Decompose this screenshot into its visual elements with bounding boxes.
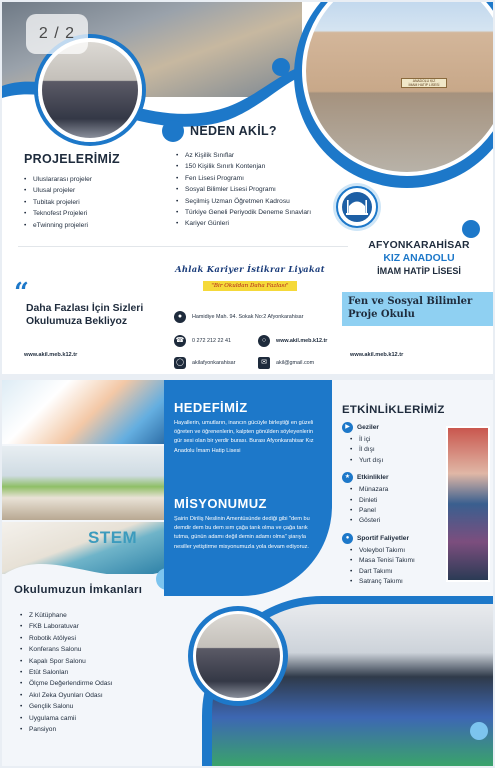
mosque-emblem-icon [338,188,376,226]
why-section [162,120,326,230]
bus-icon: ▶ [342,422,353,433]
program-text: Fen ve Sosyal Bilimler Proje Okulu [348,296,473,320]
contact-instagram[interactable]: akilafyonkarahisar [192,360,236,366]
list-item: • Uygulama camii [20,713,164,724]
list-item: • eTwinning projeleri [24,220,174,231]
list-item: • Fen Lisesi Programı [176,173,326,184]
activity-group [342,533,446,588]
phone-icon: ☎ [174,335,186,347]
slogan-subtitle: "Bir Okuldan Daha Fazlası" [203,281,296,291]
ball-icon: ● [342,533,353,544]
list-item: • FKB Laboratuvar [20,621,164,632]
list-item: • Masa Tenisi Takımı [350,556,446,566]
projects-list [24,174,174,231]
activity-group [342,472,446,527]
projects-section [24,152,174,231]
goal-section [174,400,320,456]
sign-line1: ANADOLU KIZ [412,79,436,83]
laboratory-photo [2,380,164,444]
why-title: NEDEN AKİL? [190,124,277,138]
list-item: • Tubitak projeleri [24,197,174,208]
activity-group-title: Etkinlikler [357,474,389,482]
quote-icon: “ [14,278,29,308]
list-item: • Kapalı Spor Salonu [20,656,164,667]
list-item: • Z Kütüphane [20,610,164,621]
library-photo [2,446,164,520]
list-item: • İl içi [350,435,446,445]
mission-section [174,496,320,552]
list-item: • Akıl Zeka Oyunları Odası [20,690,164,701]
list-item: • Kariyer Günleri [176,218,326,229]
contact-block [174,310,344,370]
web-icon: ○ [258,335,270,347]
goal-text: Hayallerin, umutların, inancın gücüyle birleştiği en güzeli öğreten ve öğrenenlerin, kalpten gönülden söyleyenlerin gür sesi olan bir yerdir burası. Burası Afyonkarahisar Kız Anadolu İmam Hatip Lisesi [174,420,314,454]
list-item: • Dinleti [350,496,446,506]
list-item: • Uluslararası projeler [24,174,174,185]
page-counter[interactable]: 2 / 2 [26,14,88,54]
contact-address: Hamidiye Mah. 94. Sokak No:2 Afyonkarahisar [192,314,304,320]
why-dot [162,120,184,142]
mission-text: Şairin Diriliş Neslinin Amentüsünde dediği gibi "dem bu demdir dem bu dem sım çağa tarık olma ve çağa tarık tutma, günün adamı değil demin adamı olma" şiarıyla nesiller yetiştirme misyonumuzla yola devam ediyoruz. [174,516,310,550]
website-left[interactable]: www.akil.meb.k12.tr [24,352,78,358]
accent-dot-top [272,58,290,76]
list-item: • Dart Takımı [350,567,446,577]
list-item: • Satranç Takımı [350,577,446,587]
facilities-list [14,610,164,735]
activities-title: ETKİNLİKLERİMİZ [342,404,445,416]
list-item: • Ulusal projeler [24,185,174,196]
list-item: • Az Kişilik Sınıflar [176,150,326,161]
email-icon: ✉ [258,357,270,369]
goal-title: HEDEFİMİZ [174,400,248,415]
list-item: • Panel [350,506,446,516]
list-item: • Ölçme Değerlendirme Odası [20,678,164,689]
slogan-block [168,264,332,292]
list-item: • İl dışı [350,445,446,455]
location-icon: ● [174,311,186,323]
list-item: • Yurt dışı [350,456,446,466]
invite-text: Daha Fazlası İçin Sizleri Okulumuza Bekliyoz [26,303,144,327]
program-banner [342,292,493,326]
stem-label: STEM [88,528,138,547]
list-item: • Voleybol Takımı [350,546,446,556]
list-item: • Etüt Salonları [20,667,164,678]
mosque-group-photo [193,611,283,701]
list-item: • Pansiyon [20,724,164,735]
brochure-outer-page [2,2,493,374]
activity-group-title: Geziler [357,424,379,431]
activity-group-title: Sportif Faliyetler [357,534,410,542]
school-emblem [336,186,378,228]
website-right[interactable]: www.akil.meb.k12.tr [350,352,404,358]
mission-title: MİSYONUMUZ [174,496,267,511]
list-item: • Seçilmiş Uzman Öğretmen Kadrosu [176,196,326,207]
list-item: • Sosyal Bilimler Lisesi Programı [176,184,326,195]
activity-group [342,422,446,466]
activities-photo-strip [446,426,490,582]
list-item: • Teknofest Projeleri [24,208,174,219]
list-item: • Gösteri [350,516,446,526]
star-icon: ★ [342,472,353,483]
list-item: • 150 Kişilik Sınırlı Kontenjan [176,161,326,172]
divider [18,246,348,247]
list-item: • Konferans Salonu [20,644,164,655]
school-sign [401,78,447,88]
school-name-line3: İMAM HATİP LİSESİ [377,266,461,276]
list-item: • Robotik Atölyesi [20,633,164,644]
activity-groups [342,422,446,587]
school-name-line1: AFYONKARAHİSAR [368,240,470,251]
projects-title: PROJELERİMİZ [24,152,120,166]
contact-email[interactable]: akil@gmail.com [276,360,315,366]
facilities-title: Okulumuzun İmkanları [14,584,143,596]
facilities-section [14,584,164,735]
list-item: • Münazara [350,485,446,495]
contact-web[interactable]: www.akil.meb.k12.tr [276,338,328,344]
accent-dot-right [462,220,480,238]
school-name-line2: KIZ ANADOLU [383,253,455,264]
list-item: • Gençlik Salonu [20,701,164,712]
accent-dot-bottom [470,722,488,740]
activities-section [342,404,446,593]
brochure-inner-page [2,380,493,766]
sign-line2: İMAM HATİP LİSESİ [408,83,440,87]
school-name-block [354,240,484,276]
contact-phone[interactable]: 0 272 212 22 41 [192,338,231,344]
instagram-icon: ◯ [174,357,186,369]
list-item: • Türkiye Geneli Periyodik Deneme Sınavları [176,207,326,218]
slogan-title: Ahlak Kariyer İstikrar Liyakat [175,264,325,274]
why-list [162,150,326,230]
